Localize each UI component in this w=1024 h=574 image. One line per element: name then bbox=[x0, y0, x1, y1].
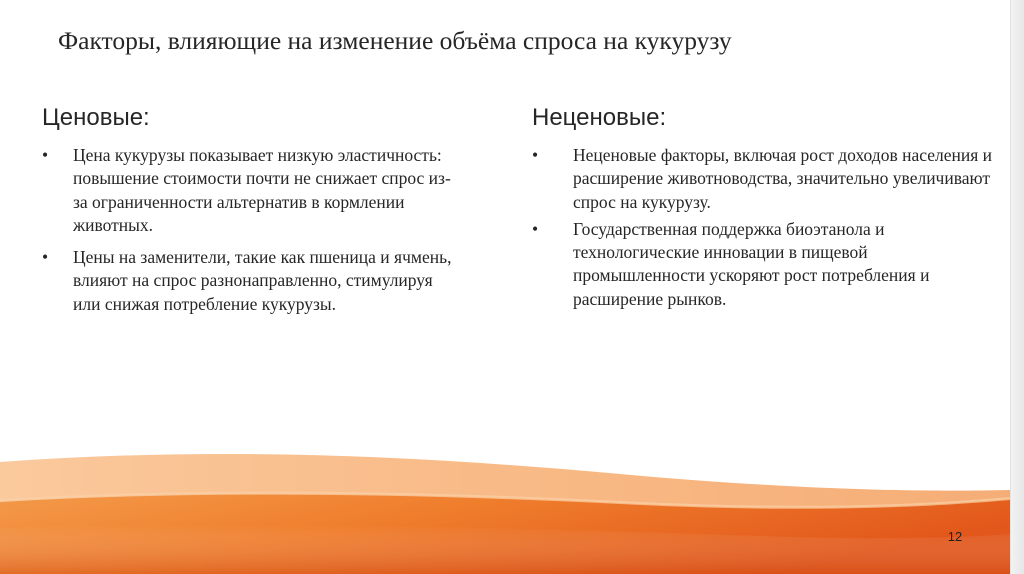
decorative-wave bbox=[0, 410, 1010, 574]
bullet-icon: • bbox=[42, 145, 49, 165]
page-number: 12 bbox=[947, 529, 963, 544]
non-price-factors-heading: Неценовые: bbox=[532, 104, 667, 131]
non-price-factors-list bbox=[532, 144, 1002, 315]
list-item bbox=[42, 246, 462, 316]
bullet-text: Неценовые факторы, включая рост доходов населения и расширение животноводства, значительно увеличивают спрос на кукурузу. bbox=[573, 145, 992, 212]
bullet-text: Цена кукурузы показывает низкую эластичность: повышение стоимости почти не снижает спрос из-за ограниченности альтернатив в кормлении животных. bbox=[73, 145, 451, 235]
right-edge-frame bbox=[1010, 0, 1024, 574]
bullet-icon: • bbox=[532, 145, 539, 165]
bullet-text: Цены на заменители, такие как пшеница и ячмень, влияют на спрос разнонаправленно, стимулируя или снижая потребление кукурузы. bbox=[73, 247, 452, 314]
list-item bbox=[42, 144, 462, 237]
list-item bbox=[532, 218, 1002, 311]
bullet-text: Государственная поддержка биоэтанола и технологические инновации в пищевой промышленности ускоряют рост потребления и расширение рынков. bbox=[573, 218, 930, 309]
bullet-icon: • bbox=[532, 218, 539, 239]
bullet-icon: • bbox=[42, 247, 49, 268]
price-factors-list bbox=[42, 144, 462, 325]
slide-title: Факторы, влияющие на изменение объёма спроса на кукурузу bbox=[58, 26, 732, 55]
list-item bbox=[532, 144, 1002, 214]
price-factors-heading: Ценовые: bbox=[42, 104, 150, 131]
